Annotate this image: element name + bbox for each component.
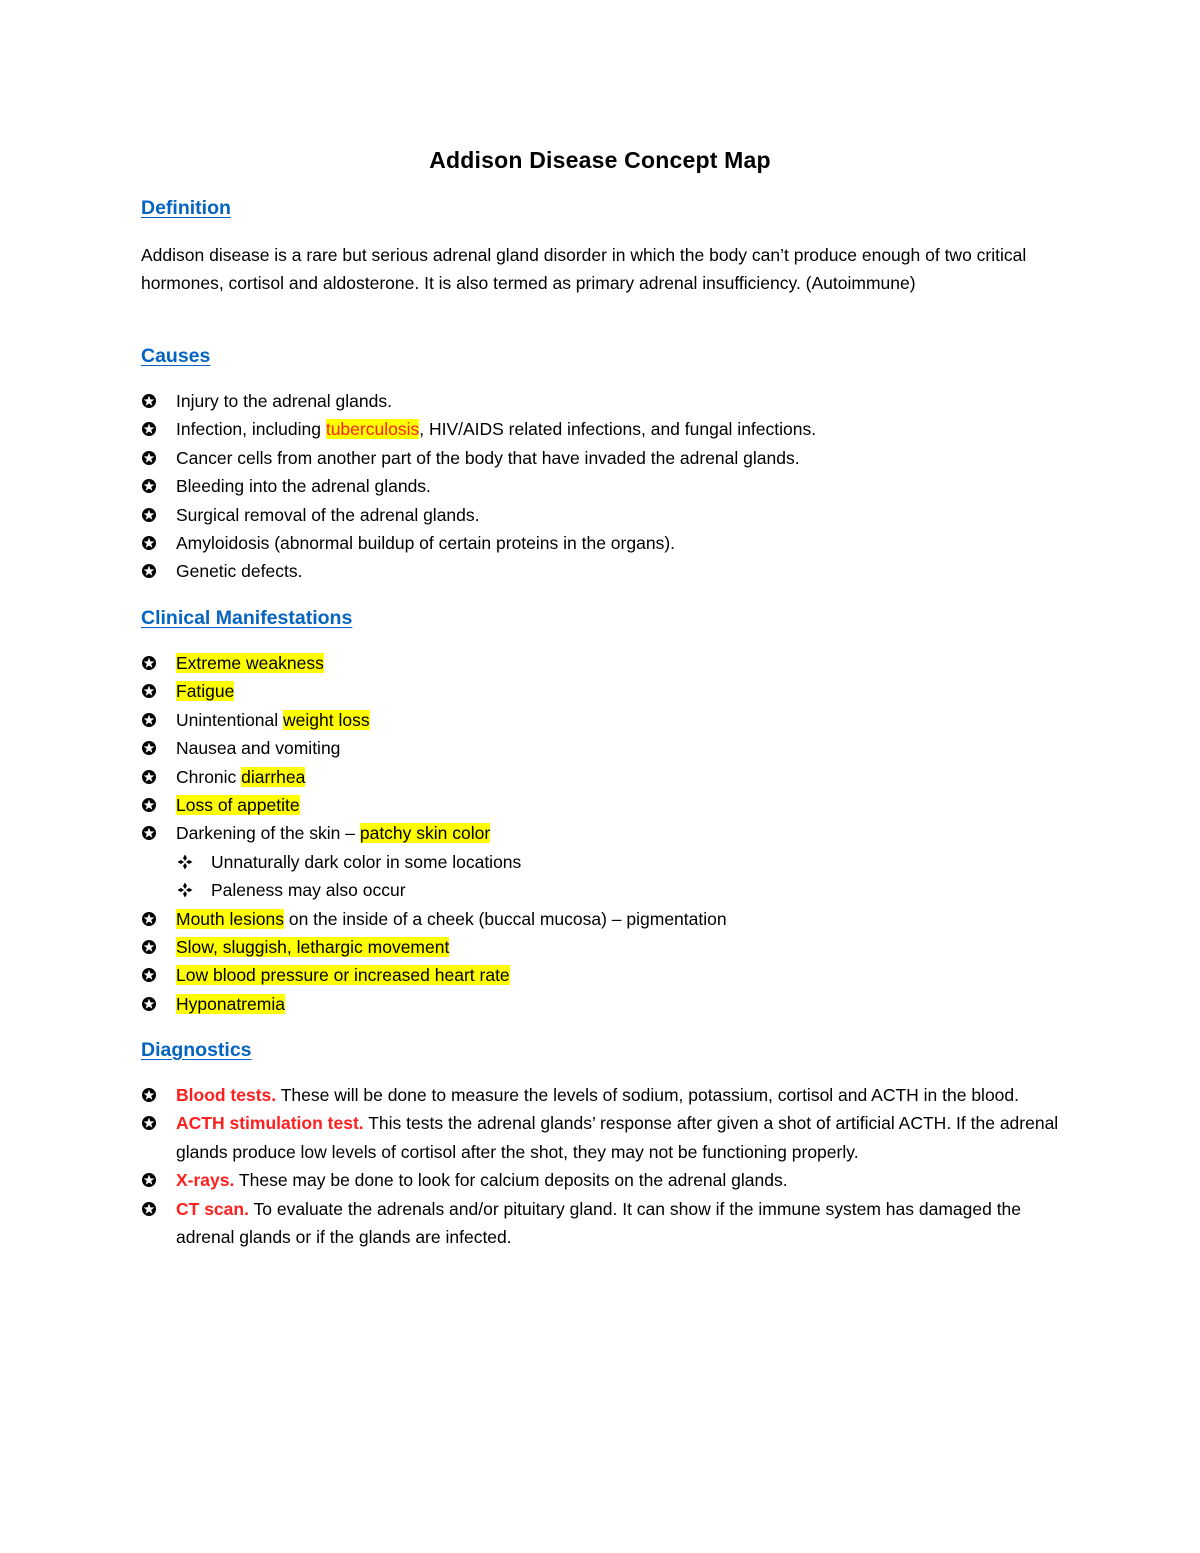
highlighted-text: tuberculosis	[325, 419, 420, 440]
list-item: CT scan. To evaluate the adrenals and/or pituitary gland. It can show if the immune system has damaged the adrenal glands or if the glands are infected.	[141, 1195, 1061, 1252]
list-item: Slow, sluggish, lethargic movement	[141, 933, 1061, 961]
list-item: Extreme weakness	[141, 649, 1061, 677]
diagnostic-label: Blood tests.	[176, 1085, 277, 1105]
star-circle-icon	[141, 478, 157, 494]
star-circle-icon	[141, 967, 157, 983]
diagnostic-label: ACTH stimulation test.	[176, 1113, 364, 1134]
definition-heading: Definition	[141, 197, 231, 219]
clinical-heading: Clinical Manifestations	[141, 607, 353, 629]
list-item: Darkening of the skin – patchy skin color	[141, 819, 1061, 847]
sub-list-item: Paleness may also occur	[141, 876, 1061, 904]
star-circle-icon	[141, 393, 157, 409]
star-circle-icon	[141, 683, 157, 699]
star-circle-icon	[141, 797, 157, 813]
list-item: Amyloidosis (abnormal buildup of certain proteins in the organs).	[141, 529, 1061, 557]
star-circle-icon	[141, 450, 157, 466]
star-circle-icon	[141, 769, 157, 785]
list-item: Infection, including tuberculosis, HIV/AIDS related infections, and fungal infections.	[141, 415, 1061, 443]
diamond-star-icon	[177, 854, 193, 870]
list-item: Fatigue	[141, 677, 1061, 705]
page-title: Addison Disease Concept Map	[429, 147, 771, 173]
star-circle-icon	[141, 996, 157, 1012]
list-item: Cancer cells from another part of the body that have invaded the adrenal glands.	[141, 444, 1061, 472]
list-item: Bleeding into the adrenal glands.	[141, 472, 1061, 500]
list-item: Nausea and vomiting	[141, 734, 1061, 762]
list-item: Chronic diarrhea	[141, 763, 1061, 791]
list-item: X-rays. These may be done to look for calcium deposits on the adrenal glands.	[141, 1166, 1061, 1194]
list-item: Loss of appetite	[141, 791, 1061, 819]
diagnostics-heading: Diagnostics	[141, 1039, 252, 1061]
star-circle-icon	[141, 1172, 157, 1188]
list-item: Hyponatremia	[141, 990, 1061, 1018]
list-item: Injury to the adrenal glands.	[141, 387, 1061, 415]
list-item: Mouth lesions on the inside of a cheek (buccal mucosa) – pigmentation	[141, 905, 1061, 933]
star-circle-icon	[141, 939, 157, 955]
list-item: Low blood pressure or increased heart rate	[141, 961, 1061, 989]
diagnostic-label: CT scan.	[176, 1198, 249, 1219]
list-item: Blood tests. These will be done to measure the levels of sodium, potassium, cortisol and ACTH in the blood.	[141, 1081, 1061, 1109]
clinical-list	[141, 649, 1061, 1018]
star-circle-icon	[141, 1087, 157, 1103]
diagnostics-list	[141, 1081, 1061, 1251]
causes-heading: Causes	[141, 345, 211, 367]
list-item: Surgical removal of the adrenal glands.	[141, 501, 1061, 529]
diamond-star-icon	[177, 882, 193, 898]
diagnostic-label: X-rays.	[176, 1170, 235, 1191]
star-circle-icon	[141, 563, 157, 579]
list-item: ACTH stimulation test. This tests the adrenal glands’ response after given a shot of artificial ACTH. If the adrenal glands produce low levels of cortisol after the shot, they may not be functioning properly.	[141, 1109, 1061, 1166]
star-circle-icon	[141, 712, 157, 728]
star-circle-icon	[141, 911, 157, 927]
list-item: Genetic defects.	[141, 557, 1061, 585]
causes-list	[141, 387, 1061, 586]
star-circle-icon	[141, 825, 157, 841]
list-item: Unintentional weight loss	[141, 706, 1061, 734]
star-circle-icon	[141, 535, 157, 551]
star-circle-icon	[141, 421, 157, 437]
sub-list-item: Unnaturally dark color in some locations	[141, 848, 1061, 876]
star-circle-icon	[141, 1115, 157, 1131]
definition-text: Addison disease is a rare but serious adrenal gland disorder in which the body can’t produce enough of two critical hormones, cortisol and aldosterone. It is also termed as primary adrenal insufficiency. (Autoimmune)	[141, 245, 1027, 294]
star-circle-icon	[141, 740, 157, 756]
star-circle-icon	[141, 507, 157, 523]
star-circle-icon	[141, 1201, 157, 1217]
star-circle-icon	[141, 655, 157, 671]
